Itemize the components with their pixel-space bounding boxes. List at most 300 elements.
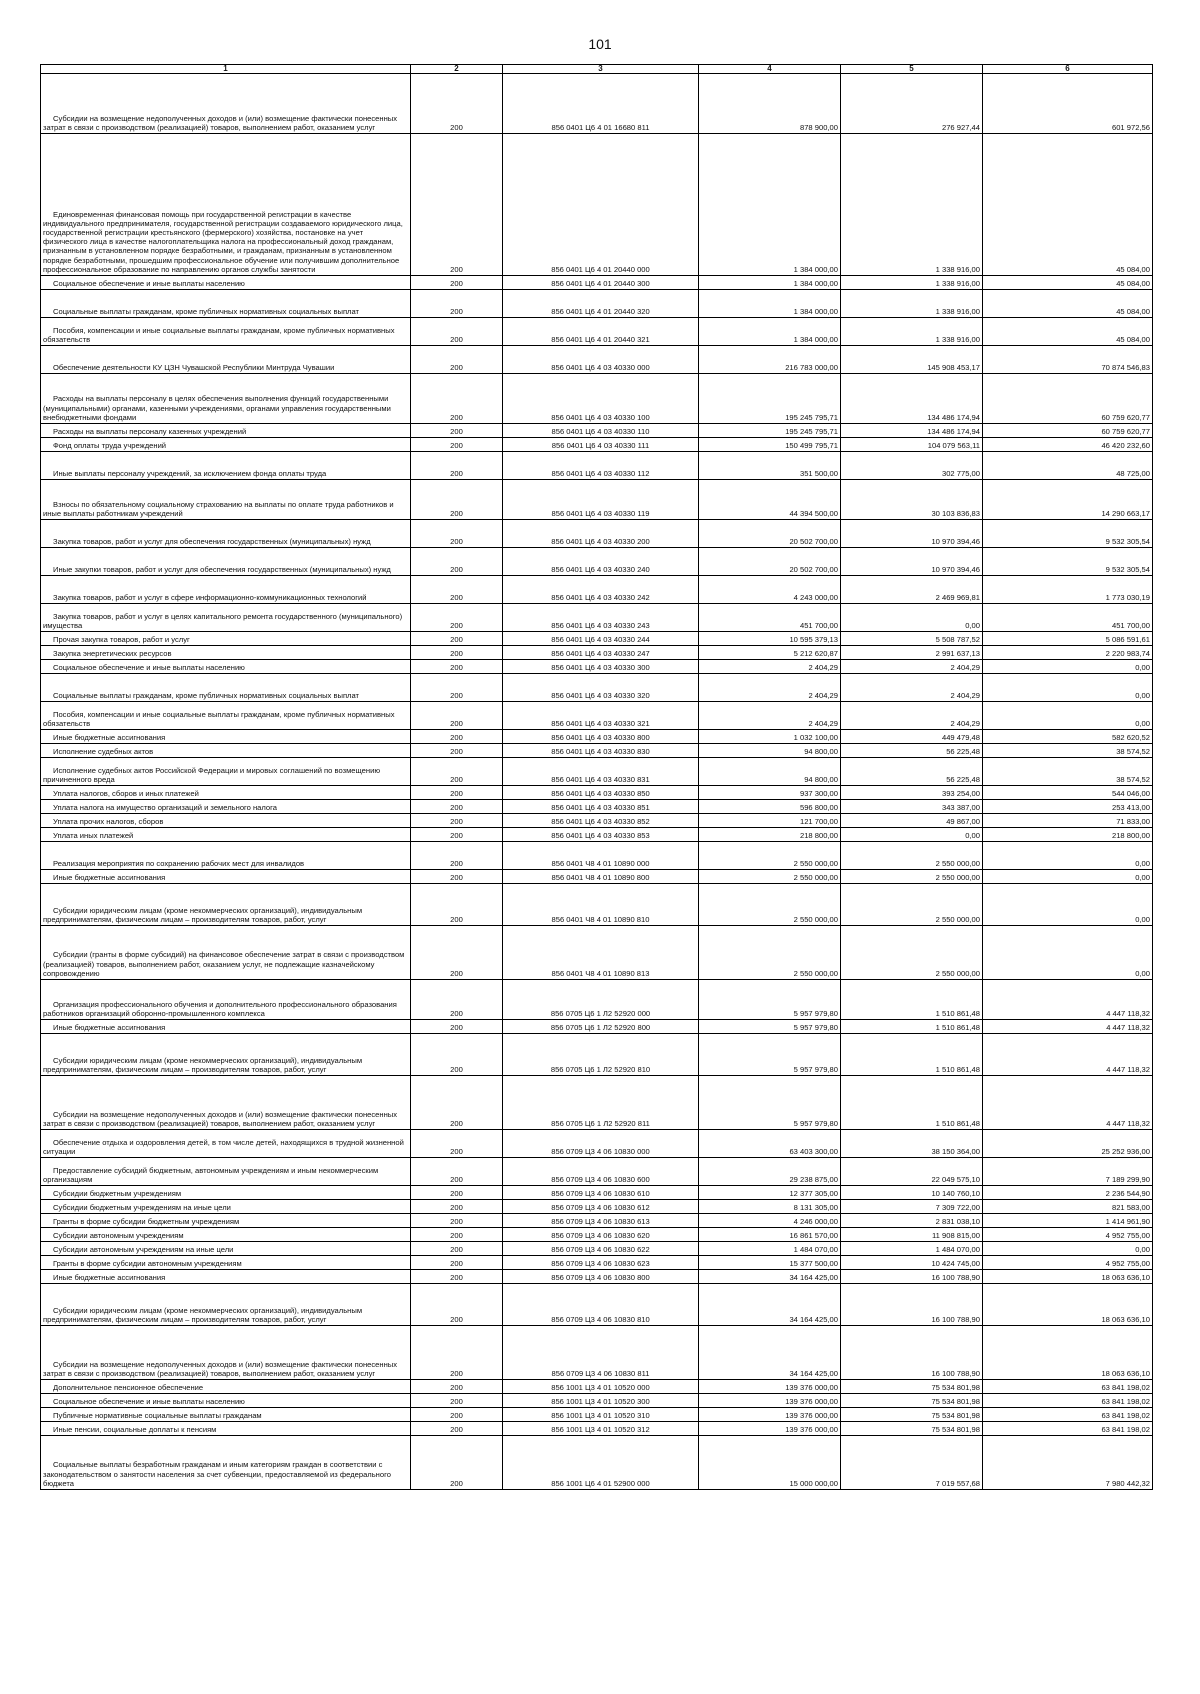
row-line-code: 200 [411, 1214, 503, 1228]
table-row [41, 842, 1153, 870]
table-row [41, 980, 1153, 1020]
row-name: Социальные выплаты гражданам, кроме публичных нормативных социальных выплат [41, 290, 411, 318]
row-budget-code: 856 0401 Ц6 4 03 40330 111 [503, 438, 699, 452]
row-executed-amount: 10 140 760,10 [841, 1186, 983, 1200]
row-name: Субсидии юридическим лицам (кроме некоммерческих организаций), индивидуальным предпринимателям, физическим лицам – производителям товаров, работ, услуг [41, 1034, 411, 1076]
row-name: Иные выплаты персоналу учреждений, за исключением фонда оплаты труда [41, 452, 411, 480]
row-executed-amount: 134 486 174,94 [841, 424, 983, 438]
row-budget-code: 856 0709 Ц3 4 06 10830 612 [503, 1200, 699, 1214]
row-line-code: 200 [411, 374, 503, 424]
row-executed-amount: 449 479,48 [841, 730, 983, 744]
table-row [41, 520, 1153, 548]
row-approved-amount: 34 164 425,00 [699, 1326, 841, 1380]
row-unexecuted-amount: 45 084,00 [983, 134, 1153, 276]
row-name: Субсидии автономным учреждениям на иные цели [41, 1242, 411, 1256]
row-name: Публичные нормативные социальные выплаты гражданам [41, 1408, 411, 1422]
row-budget-code: 856 0401 Ц6 4 03 40330 000 [503, 346, 699, 374]
row-line-code: 200 [411, 1394, 503, 1408]
table-row [41, 1200, 1153, 1214]
table-row [41, 1034, 1153, 1076]
row-approved-amount: 596 800,00 [699, 800, 841, 814]
row-budget-code: 856 0401 Ц6 4 03 40330 242 [503, 576, 699, 604]
row-unexecuted-amount: 70 874 546,83 [983, 346, 1153, 374]
row-unexecuted-amount: 451 700,00 [983, 604, 1153, 632]
row-approved-amount: 29 238 875,00 [699, 1158, 841, 1186]
row-budget-code: 856 0709 Ц3 4 06 10830 610 [503, 1186, 699, 1200]
row-unexecuted-amount: 582 620,52 [983, 730, 1153, 744]
table-row [41, 1256, 1153, 1270]
row-line-code: 200 [411, 786, 503, 800]
row-budget-code: 856 0709 Ц3 4 06 10830 810 [503, 1284, 699, 1326]
row-budget-code: 856 0401 Ц6 4 03 40330 853 [503, 828, 699, 842]
row-name: Пособия, компенсации и иные социальные выплаты гражданам, кроме публичных нормативных обязательств [41, 702, 411, 730]
row-executed-amount: 134 486 174,94 [841, 374, 983, 424]
table-row [41, 1076, 1153, 1130]
row-name: Уплата налогов, сборов и иных платежей [41, 786, 411, 800]
row-approved-amount: 139 376 000,00 [699, 1380, 841, 1394]
table-row [41, 290, 1153, 318]
row-name: Реализация мероприятия по сохранению рабочих мест для инвалидов [41, 842, 411, 870]
row-name: Субсидии автономным учреждениям [41, 1228, 411, 1242]
row-approved-amount: 937 300,00 [699, 786, 841, 800]
row-name: Предоставление субсидий бюджетным, автономным учреждениям и иным некоммерческим организациям [41, 1158, 411, 1186]
row-unexecuted-amount: 0,00 [983, 674, 1153, 702]
row-line-code: 200 [411, 1076, 503, 1130]
row-line-code: 200 [411, 1186, 503, 1200]
row-name: Гранты в форме субсидии бюджетным учреждениям [41, 1214, 411, 1228]
row-name: Дополнительное пенсионное обеспечение [41, 1380, 411, 1394]
row-budget-code: 856 0709 Ц3 4 06 10830 811 [503, 1326, 699, 1380]
row-line-code: 200 [411, 276, 503, 290]
row-unexecuted-amount: 1 414 961,90 [983, 1214, 1153, 1228]
row-line-code: 200 [411, 1130, 503, 1158]
row-approved-amount: 1 384 000,00 [699, 318, 841, 346]
row-budget-code: 856 0401 Ц6 4 03 40330 851 [503, 800, 699, 814]
row-executed-amount: 7 309 722,00 [841, 1200, 983, 1214]
row-name: Иные пенсии, социальные доплаты к пенсиям [41, 1422, 411, 1436]
budget-execution-table [40, 64, 1153, 1490]
column-header: 4 [699, 65, 841, 74]
row-approved-amount: 8 131 305,00 [699, 1200, 841, 1214]
row-line-code: 200 [411, 1228, 503, 1242]
row-approved-amount: 878 900,00 [699, 74, 841, 134]
row-executed-amount: 22 049 575,10 [841, 1158, 983, 1186]
row-unexecuted-amount: 4 447 118,32 [983, 980, 1153, 1020]
row-name: Иные бюджетные ассигнования [41, 1020, 411, 1034]
row-name: Обеспечение отдыха и оздоровления детей, в том числе детей, находящихся в трудной жизненной ситуации [41, 1130, 411, 1158]
row-unexecuted-amount: 60 759 620,77 [983, 374, 1153, 424]
row-budget-code: 856 1001 Ц3 4 01 10520 000 [503, 1380, 699, 1394]
row-line-code: 200 [411, 134, 503, 276]
row-budget-code: 856 0709 Ц3 4 06 10830 622 [503, 1242, 699, 1256]
row-name: Прочая закупка товаров, работ и услуг [41, 632, 411, 646]
row-unexecuted-amount: 4 952 755,00 [983, 1228, 1153, 1242]
row-name: Расходы на выплаты персоналу в целях обеспечения выполнения функций государственными (муниципальными) органами, казенными учреждениями, органами управления государственными внебюджетными фондами [41, 374, 411, 424]
row-approved-amount: 139 376 000,00 [699, 1408, 841, 1422]
row-budget-code: 856 0705 Ц6 1 Л2 52920 810 [503, 1034, 699, 1076]
row-budget-code: 856 0705 Ц6 1 Л2 52920 800 [503, 1020, 699, 1034]
table-row [41, 318, 1153, 346]
row-name: Социальные выплаты гражданам, кроме публичных нормативных социальных выплат [41, 674, 411, 702]
row-approved-amount: 2 404,29 [699, 660, 841, 674]
row-executed-amount: 276 927,44 [841, 74, 983, 134]
column-header: 5 [841, 65, 983, 74]
row-unexecuted-amount: 4 447 118,32 [983, 1020, 1153, 1034]
row-name: Социальные выплаты безработным гражданам и иным категориям граждан в соответствии с законодательством о занятости населения за счет субвенции, предоставляемой из федерального бюджета [41, 1436, 411, 1490]
row-budget-code: 856 0401 Ц6 4 01 20440 321 [503, 318, 699, 346]
table-row [41, 674, 1153, 702]
row-line-code: 200 [411, 800, 503, 814]
row-approved-amount: 139 376 000,00 [699, 1394, 841, 1408]
table-row [41, 1270, 1153, 1284]
row-unexecuted-amount: 821 583,00 [983, 1200, 1153, 1214]
row-executed-amount: 1 510 861,48 [841, 980, 983, 1020]
row-line-code: 200 [411, 842, 503, 870]
row-line-code: 200 [411, 646, 503, 660]
row-line-code: 200 [411, 828, 503, 842]
row-approved-amount: 10 595 379,13 [699, 632, 841, 646]
row-approved-amount: 2 404,29 [699, 702, 841, 730]
row-approved-amount: 94 800,00 [699, 758, 841, 786]
row-executed-amount: 5 508 787,52 [841, 632, 983, 646]
row-line-code: 200 [411, 730, 503, 744]
table-row [41, 74, 1153, 134]
row-approved-amount: 150 499 795,71 [699, 438, 841, 452]
row-unexecuted-amount: 218 800,00 [983, 828, 1153, 842]
row-executed-amount: 16 100 788,90 [841, 1284, 983, 1326]
row-executed-amount: 0,00 [841, 604, 983, 632]
row-line-code: 200 [411, 744, 503, 758]
row-budget-code: 856 0401 Ц6 4 03 40330 240 [503, 548, 699, 576]
row-name: Иные бюджетные ассигнования [41, 1270, 411, 1284]
row-executed-amount: 56 225,48 [841, 758, 983, 786]
row-line-code: 200 [411, 452, 503, 480]
row-executed-amount: 302 775,00 [841, 452, 983, 480]
row-name: Субсидии на возмещение недополученных доходов и (или) возмещение фактически понесенных затрат в связи с производством (реализацией) товаров, выполнением работ, оказанием услуг [41, 74, 411, 134]
row-executed-amount: 7 019 557,68 [841, 1436, 983, 1490]
row-approved-amount: 94 800,00 [699, 744, 841, 758]
row-executed-amount: 2 550 000,00 [841, 926, 983, 980]
row-line-code: 200 [411, 758, 503, 786]
row-approved-amount: 5 212 620,87 [699, 646, 841, 660]
row-line-code: 200 [411, 1422, 503, 1436]
row-budget-code: 856 0401 Ц6 4 01 16680 811 [503, 74, 699, 134]
row-unexecuted-amount: 38 574,52 [983, 758, 1153, 786]
table-row [41, 660, 1153, 674]
row-budget-code: 856 0401 Ч8 4 01 10890 813 [503, 926, 699, 980]
row-budget-code: 856 0709 Ц3 4 06 10830 600 [503, 1158, 699, 1186]
table-row [41, 604, 1153, 632]
row-name: Закупка товаров, работ и услуг в целях капитального ремонта государственного (муниципального) имущества [41, 604, 411, 632]
table-row [41, 1158, 1153, 1186]
row-line-code: 200 [411, 548, 503, 576]
row-unexecuted-amount: 18 063 636,10 [983, 1270, 1153, 1284]
table-row [41, 424, 1153, 438]
row-budget-code: 856 0401 Ц6 4 03 40330 830 [503, 744, 699, 758]
row-unexecuted-amount: 544 046,00 [983, 786, 1153, 800]
row-executed-amount: 10 970 394,46 [841, 548, 983, 576]
row-approved-amount: 195 245 795,71 [699, 374, 841, 424]
row-line-code: 200 [411, 1020, 503, 1034]
row-executed-amount: 1 510 861,48 [841, 1076, 983, 1130]
column-header: 6 [983, 65, 1153, 74]
column-header: 2 [411, 65, 503, 74]
row-name: Гранты в форме субсидии автономным учреждениям [41, 1256, 411, 1270]
row-unexecuted-amount: 18 063 636,10 [983, 1284, 1153, 1326]
row-approved-amount: 44 394 500,00 [699, 480, 841, 520]
row-approved-amount: 2 550 000,00 [699, 926, 841, 980]
row-approved-amount: 451 700,00 [699, 604, 841, 632]
row-budget-code: 856 1001 Ц3 4 01 10520 310 [503, 1408, 699, 1422]
row-approved-amount: 2 404,29 [699, 674, 841, 702]
row-name: Фонд оплаты труда учреждений [41, 438, 411, 452]
row-executed-amount: 1 484 070,00 [841, 1242, 983, 1256]
row-approved-amount: 218 800,00 [699, 828, 841, 842]
row-executed-amount: 0,00 [841, 828, 983, 842]
row-budget-code: 856 0401 Ц6 4 03 40330 119 [503, 480, 699, 520]
row-line-code: 200 [411, 980, 503, 1020]
column-header: 3 [503, 65, 699, 74]
table-row [41, 1242, 1153, 1256]
row-budget-code: 856 0401 Ц6 4 03 40330 100 [503, 374, 699, 424]
row-line-code: 200 [411, 674, 503, 702]
row-approved-amount: 2 550 000,00 [699, 870, 841, 884]
table-row [41, 452, 1153, 480]
row-line-code: 200 [411, 926, 503, 980]
table-row [41, 438, 1153, 452]
row-executed-amount: 1 510 861,48 [841, 1020, 983, 1034]
row-unexecuted-amount: 45 084,00 [983, 318, 1153, 346]
row-name: Уплата налога на имущество организаций и земельного налога [41, 800, 411, 814]
row-name: Иные бюджетные ассигнования [41, 870, 411, 884]
row-name: Уплата прочих налогов, сборов [41, 814, 411, 828]
row-executed-amount: 11 908 815,00 [841, 1228, 983, 1242]
row-name: Субсидии юридическим лицам (кроме некоммерческих организаций), индивидуальным предпринимателям, физическим лицам – производителям товаров, работ, услуг [41, 1284, 411, 1326]
row-executed-amount: 75 534 801,98 [841, 1422, 983, 1436]
row-budget-code: 856 0705 Ц6 1 Л2 52920 811 [503, 1076, 699, 1130]
row-budget-code: 856 0401 Ц6 4 03 40330 200 [503, 520, 699, 548]
row-budget-code: 856 0401 Ц6 4 03 40330 110 [503, 424, 699, 438]
row-budget-code: 856 0401 Ц6 4 03 40330 243 [503, 604, 699, 632]
row-line-code: 200 [411, 438, 503, 452]
row-name: Пособия, компенсации и иные социальные выплаты гражданам, кроме публичных нормативных обязательств [41, 318, 411, 346]
row-line-code: 200 [411, 1270, 503, 1284]
row-unexecuted-amount: 63 841 198,02 [983, 1394, 1153, 1408]
row-budget-code: 856 0709 Ц3 4 06 10830 613 [503, 1214, 699, 1228]
row-unexecuted-amount: 4 447 118,32 [983, 1034, 1153, 1076]
table-row [41, 1186, 1153, 1200]
table-row [41, 800, 1153, 814]
row-budget-code: 856 0401 Ц6 4 03 40330 112 [503, 452, 699, 480]
row-approved-amount: 63 403 300,00 [699, 1130, 841, 1158]
row-unexecuted-amount: 60 759 620,77 [983, 424, 1153, 438]
row-budget-code: 856 0401 Ц6 4 03 40330 247 [503, 646, 699, 660]
row-line-code: 200 [411, 884, 503, 926]
table-row [41, 786, 1153, 800]
table-row [41, 276, 1153, 290]
row-executed-amount: 343 387,00 [841, 800, 983, 814]
row-budget-code: 856 0401 Ц6 4 01 20440 000 [503, 134, 699, 276]
row-executed-amount: 30 103 836,83 [841, 480, 983, 520]
table-row [41, 1436, 1153, 1490]
row-name: Субсидии юридическим лицам (кроме некоммерческих организаций), индивидуальным предпринимателям, физическим лицам – производителям товаров, работ, услуг [41, 884, 411, 926]
table-row [41, 646, 1153, 660]
table-row [41, 632, 1153, 646]
row-approved-amount: 15 377 500,00 [699, 1256, 841, 1270]
row-budget-code: 856 1001 Ц3 4 01 10520 312 [503, 1422, 699, 1436]
table-row [41, 576, 1153, 604]
row-executed-amount: 16 100 788,90 [841, 1326, 983, 1380]
row-unexecuted-amount: 63 841 198,02 [983, 1422, 1153, 1436]
table-row [41, 744, 1153, 758]
row-unexecuted-amount: 46 420 232,60 [983, 438, 1153, 452]
row-line-code: 200 [411, 480, 503, 520]
row-budget-code: 856 0401 Ц6 4 01 20440 320 [503, 290, 699, 318]
row-budget-code: 856 0401 Ц6 4 03 40330 321 [503, 702, 699, 730]
table-row [41, 1020, 1153, 1034]
row-name: Взносы по обязательному социальному страхованию на выплаты по оплате труда работников и иные выплаты работникам учреждений [41, 480, 411, 520]
row-name: Иные бюджетные ассигнования [41, 730, 411, 744]
row-line-code: 200 [411, 576, 503, 604]
table-row [41, 1284, 1153, 1326]
row-approved-amount: 12 377 305,00 [699, 1186, 841, 1200]
table-row [41, 134, 1153, 276]
table-row [41, 374, 1153, 424]
row-name: Закупка товаров, работ и услуг в сфере информационно-коммуникационных технологий [41, 576, 411, 604]
table-row [41, 730, 1153, 744]
row-unexecuted-amount: 25 252 936,00 [983, 1130, 1153, 1158]
row-approved-amount: 195 245 795,71 [699, 424, 841, 438]
row-line-code: 200 [411, 318, 503, 346]
row-budget-code: 856 0401 Ч8 4 01 10890 800 [503, 870, 699, 884]
row-line-code: 200 [411, 520, 503, 548]
row-approved-amount: 34 164 425,00 [699, 1270, 841, 1284]
row-unexecuted-amount: 0,00 [983, 884, 1153, 926]
row-budget-code: 856 0401 Ц6 4 03 40330 800 [503, 730, 699, 744]
row-unexecuted-amount: 0,00 [983, 702, 1153, 730]
row-executed-amount: 2 831 038,10 [841, 1214, 983, 1228]
row-line-code: 200 [411, 1436, 503, 1490]
row-approved-amount: 1 384 000,00 [699, 276, 841, 290]
table-body [41, 74, 1153, 1490]
row-approved-amount: 1 384 000,00 [699, 134, 841, 276]
row-budget-code: 856 0401 Ч8 4 01 10890 000 [503, 842, 699, 870]
row-unexecuted-amount: 2 236 544,90 [983, 1186, 1153, 1200]
table-row [41, 1422, 1153, 1436]
row-line-code: 200 [411, 1034, 503, 1076]
table-row [41, 1130, 1153, 1158]
row-name: Уплата иных платежей [41, 828, 411, 842]
row-budget-code: 856 0401 Ц6 4 03 40330 244 [503, 632, 699, 646]
row-unexecuted-amount: 2 220 983,74 [983, 646, 1153, 660]
row-name: Исполнение судебных актов Российской Федерации и мировых соглашений по возмещению причиненного вреда [41, 758, 411, 786]
row-unexecuted-amount: 4 447 118,32 [983, 1076, 1153, 1130]
table-row [41, 926, 1153, 980]
row-name: Иные закупки товаров, работ и услуг для обеспечения государственных (муниципальных) нужд [41, 548, 411, 576]
row-executed-amount: 2 550 000,00 [841, 842, 983, 870]
row-unexecuted-amount: 48 725,00 [983, 452, 1153, 480]
table-row [41, 870, 1153, 884]
row-approved-amount: 2 550 000,00 [699, 842, 841, 870]
row-unexecuted-amount: 7 189 299,90 [983, 1158, 1153, 1186]
row-budget-code: 856 0705 Ц6 1 Л2 52920 000 [503, 980, 699, 1020]
row-unexecuted-amount: 0,00 [983, 660, 1153, 674]
row-executed-amount: 2 550 000,00 [841, 870, 983, 884]
row-executed-amount: 75 534 801,98 [841, 1380, 983, 1394]
row-name: Социальное обеспечение и иные выплаты населению [41, 660, 411, 674]
row-name: Субсидии на возмещение недополученных доходов и (или) возмещение фактически понесенных затрат в связи с производством (реализацией) товаров, выполнением работ, оказанием услуг [41, 1326, 411, 1380]
row-line-code: 200 [411, 702, 503, 730]
row-unexecuted-amount: 9 532 305,54 [983, 548, 1153, 576]
row-unexecuted-amount: 4 952 755,00 [983, 1256, 1153, 1270]
row-unexecuted-amount: 253 413,00 [983, 800, 1153, 814]
row-budget-code: 856 0709 Ц3 4 06 10830 000 [503, 1130, 699, 1158]
table-row [41, 1408, 1153, 1422]
row-unexecuted-amount: 0,00 [983, 926, 1153, 980]
row-budget-code: 856 0401 Ч8 4 01 10890 810 [503, 884, 699, 926]
row-executed-amount: 16 100 788,90 [841, 1270, 983, 1284]
row-executed-amount: 2 404,29 [841, 660, 983, 674]
row-line-code: 200 [411, 1326, 503, 1380]
row-budget-code: 856 0709 Ц3 4 06 10830 620 [503, 1228, 699, 1242]
row-budget-code: 856 0401 Ц6 4 03 40330 300 [503, 660, 699, 674]
row-budget-code: 856 0401 Ц6 4 01 20440 300 [503, 276, 699, 290]
table-row [41, 814, 1153, 828]
row-unexecuted-amount: 14 290 663,17 [983, 480, 1153, 520]
row-line-code: 200 [411, 1158, 503, 1186]
row-approved-amount: 139 376 000,00 [699, 1422, 841, 1436]
table-row [41, 1228, 1153, 1242]
row-unexecuted-amount: 7 980 442,32 [983, 1436, 1153, 1490]
row-approved-amount: 34 164 425,00 [699, 1284, 841, 1326]
table-row [41, 548, 1153, 576]
row-approved-amount: 216 783 000,00 [699, 346, 841, 374]
table-row [41, 346, 1153, 374]
row-unexecuted-amount: 38 574,52 [983, 744, 1153, 758]
column-header: 1 [41, 65, 411, 74]
row-budget-code: 856 0401 Ц6 4 03 40330 320 [503, 674, 699, 702]
row-approved-amount: 5 957 979,80 [699, 980, 841, 1020]
row-line-code: 200 [411, 346, 503, 374]
row-line-code: 200 [411, 1200, 503, 1214]
row-approved-amount: 1 384 000,00 [699, 290, 841, 318]
row-unexecuted-amount: 45 084,00 [983, 290, 1153, 318]
table-row [41, 884, 1153, 926]
row-name: Субсидии (гранты в форме субсидий) на финансовое обеспечение затрат в связи с производством (реализацией) товаров, выполнением работ, оказанием услуг, не подлежащие казначейскому сопровождению [41, 926, 411, 980]
row-name: Закупка энергетических ресурсов [41, 646, 411, 660]
row-unexecuted-amount: 0,00 [983, 1242, 1153, 1256]
row-name: Субсидии на возмещение недополученных доходов и (или) возмещение фактически понесенных затрат в связи с производством (реализацией) товаров, выполнением работ, оказанием услуг [41, 1076, 411, 1130]
row-name: Закупка товаров, работ и услуг для обеспечения государственных (муниципальных) нужд [41, 520, 411, 548]
page-number: 101 [588, 36, 612, 52]
table-row [41, 1394, 1153, 1408]
row-approved-amount: 20 502 700,00 [699, 520, 841, 548]
row-executed-amount: 2 404,29 [841, 674, 983, 702]
row-name: Социальное обеспечение и иные выплаты населению [41, 276, 411, 290]
row-name: Организация профессионального обучения и дополнительного профессионального образования работников организаций оборонно-промышленного комплекса [41, 980, 411, 1020]
table-row [41, 758, 1153, 786]
row-executed-amount: 145 908 453,17 [841, 346, 983, 374]
row-executed-amount: 393 254,00 [841, 786, 983, 800]
row-line-code: 200 [411, 1242, 503, 1256]
row-name: Субсидии бюджетным учреждениям [41, 1186, 411, 1200]
row-approved-amount: 16 861 570,00 [699, 1228, 841, 1242]
row-name: Расходы на выплаты персоналу казенных учреждений [41, 424, 411, 438]
row-approved-amount: 2 550 000,00 [699, 884, 841, 926]
table-row [41, 702, 1153, 730]
row-name: Исполнение судебных актов [41, 744, 411, 758]
table-row [41, 1214, 1153, 1228]
